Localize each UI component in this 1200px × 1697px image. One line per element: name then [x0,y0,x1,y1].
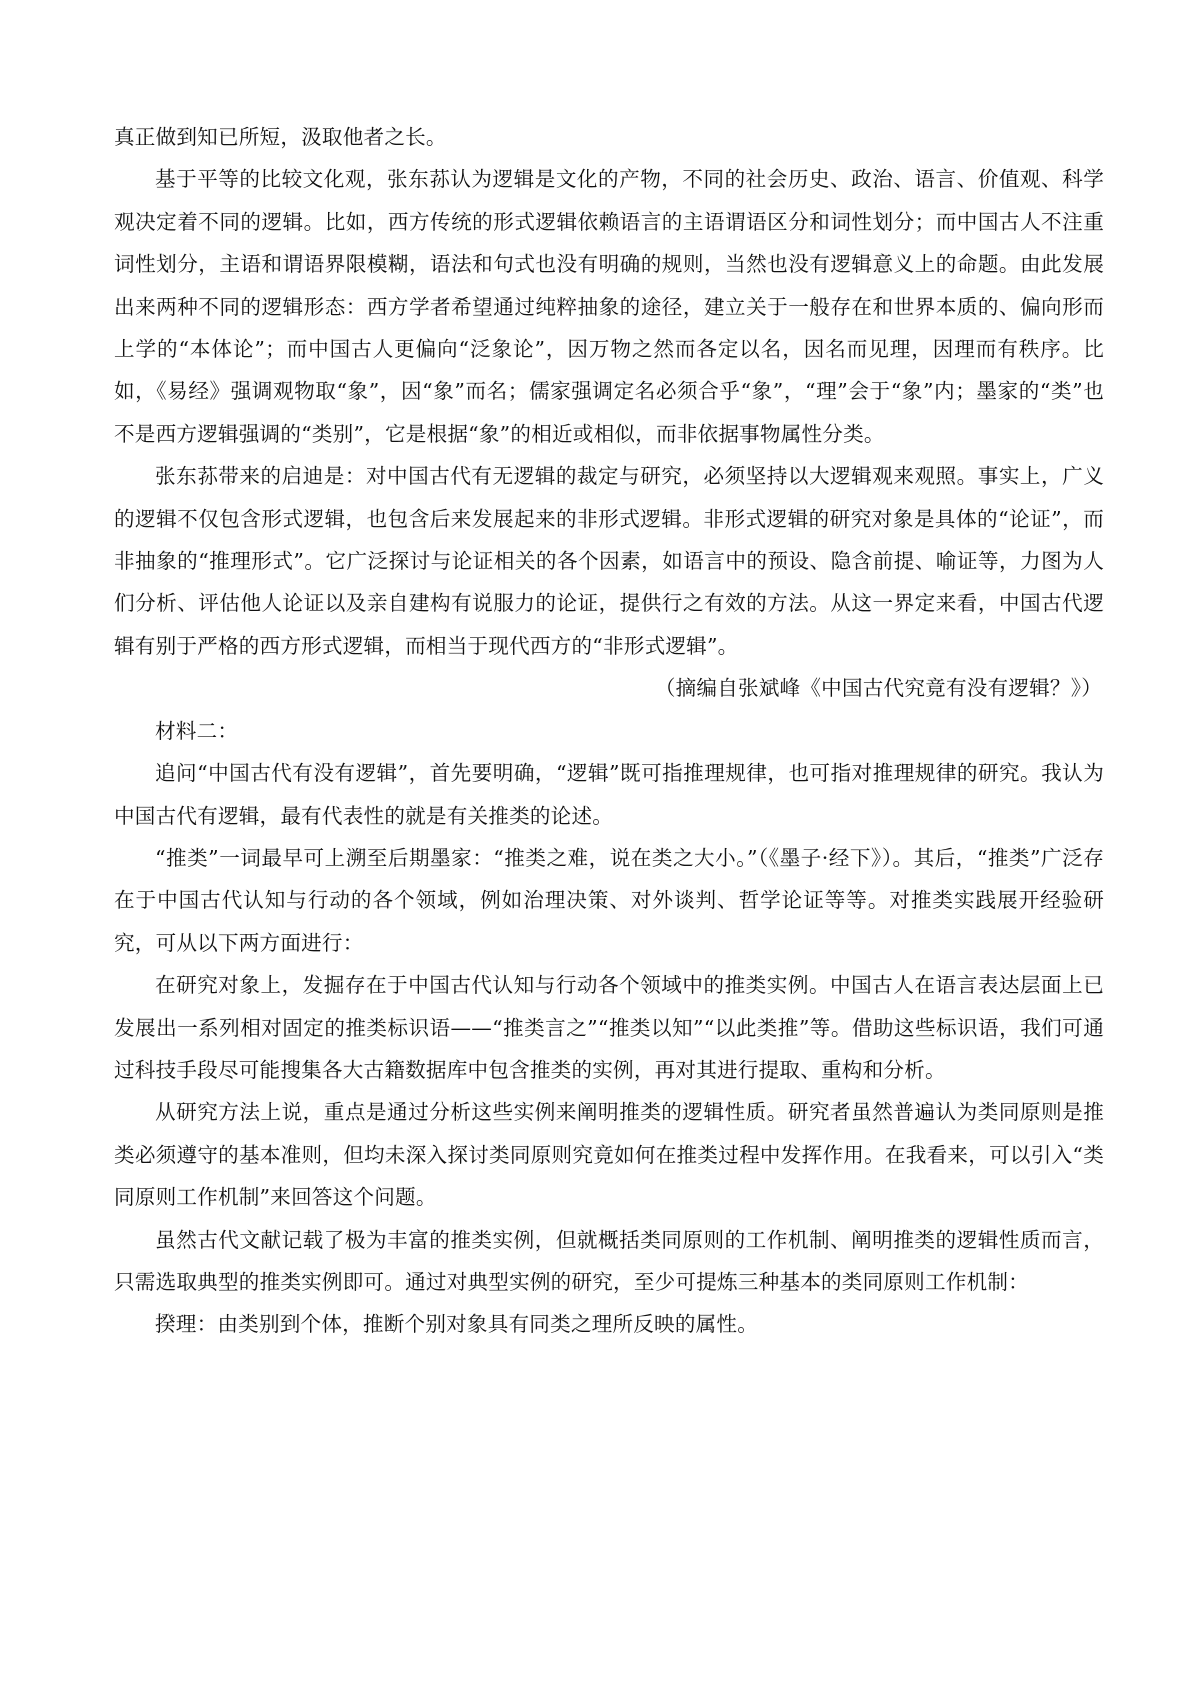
paragraph-9: 虽然古代文献记载了极为丰富的推类实例，但就概括类同原则的工作机制、阐明推类的逻辑性质而言，只需选取典型的推类实例即可。通过对典型实例的研究，至少可提炼三种基本的类同原则工作机制： [114,1227,1104,1294]
paragraph-2: 基于平等的比较文化观，张东荪认为逻辑是文化的产物，不同的社会历史、政治、语言、价值观、科学观决定着不同的逻辑。比如，西方传统的形式逻辑依赖语言的主语谓语区分和词性划分；而中国古人不注重词性划分，主语和谓语界限模糊，语法和句式也没有明确的规则，当然也没有逻辑意义上的命题。由此发展出来两种不同的逻辑形态：西方学者希望通过纯粹抽象的途径，建立关于一般存在和世界本质的、偏向形而上学的“本体论”；而中国古人更偏向“泛象论”，因万物之然而各定以名，因名而见理，因理而有秩序。比如，《易经》强调观物取“象”，因“象”而名；儒家强调定名必须合乎“象”，“理”会于“象”内；墨家的“类”也不是西方逻辑强调的“类别”，它是根据“象”的相近或相似，而非依据事物属性分类。 [114,167,1104,446]
section-heading-material-2: 材料二： [155,718,239,743]
paragraph-6: “推类”一词最早可上溯至后期墨家：“推类之难，说在类之大小。”（《墨子·经下》）。其后，“推类”广泛存在于中国古代认知与行动的各个领域，例如治理决策、对外谈判、哲学论证等等。对推类实践展开经验研究，可从以下两方面进行： [114,845,1104,955]
paragraph-8: 从研究方法上说，重点是通过分析这些实例来阐明推类的逻辑性质。研究者虽然普遍认为类同原则是推类必须遵守的基本准则，但均未深入探讨类同原则究竟如何在推类过程中发挥作用。在我看来，可以引入“类同原则工作机制”来回答这个问题。 [114,1100,1104,1210]
paragraph-3: 张东荪带来的启迪是：对中国古代有无逻辑的裁定与研究，必须坚持以大逻辑观来观照。事实上，广义的逻辑不仅包含形式逻辑，也包含后来发展起来的非形式逻辑。非形式逻辑的研究对象是具体的“论证”，而非抽象的“推理形式”。它广泛探讨与论证相关的各个因素，如语言中的预设、隐含前提、喻证等，力图为人们分析、评估他人论证以及亲自建构有说服力的论证，提供行之有效的方法。从这一界定来看，中国古代逻辑有别于严格的西方形式逻辑，而相当于现代西方的“非形式逻辑”。 [114,464,1104,658]
paragraph-1: 真正做到知已所短，汲取他者之长。 [114,125,447,149]
paragraph-10: 揆理：由类别到个体，推断个别对象具有同类之理所反映的属性。 [155,1312,759,1337]
paragraph-7: 在研究对象上，发掘存在于中国古代认知与行动各个领域中的推类实例。中国古人在语言表达层面上已发展出一系列相对固定的推类标识语——“推类言之”“推类以知”“以此类推”等。借助这些标识语，我们可通过科技手段尽可能搜集各大古籍数据库中包含推类的实例，再对其进行提取、重构和分析。 [114,973,1104,1082]
document-body [114,116,1104,1346]
source-citation: （摘编自张斌峰《中国古代究竟有没有逻辑？》） [654,676,1102,701]
paragraph-5: 追问“中国古代有没有逻辑”，首先要明确，“逻辑”既可指推理规律，也可指对推理规律的研究。我认为中国古代有逻辑，最有代表性的就是有关推类的论述。 [114,761,1104,828]
